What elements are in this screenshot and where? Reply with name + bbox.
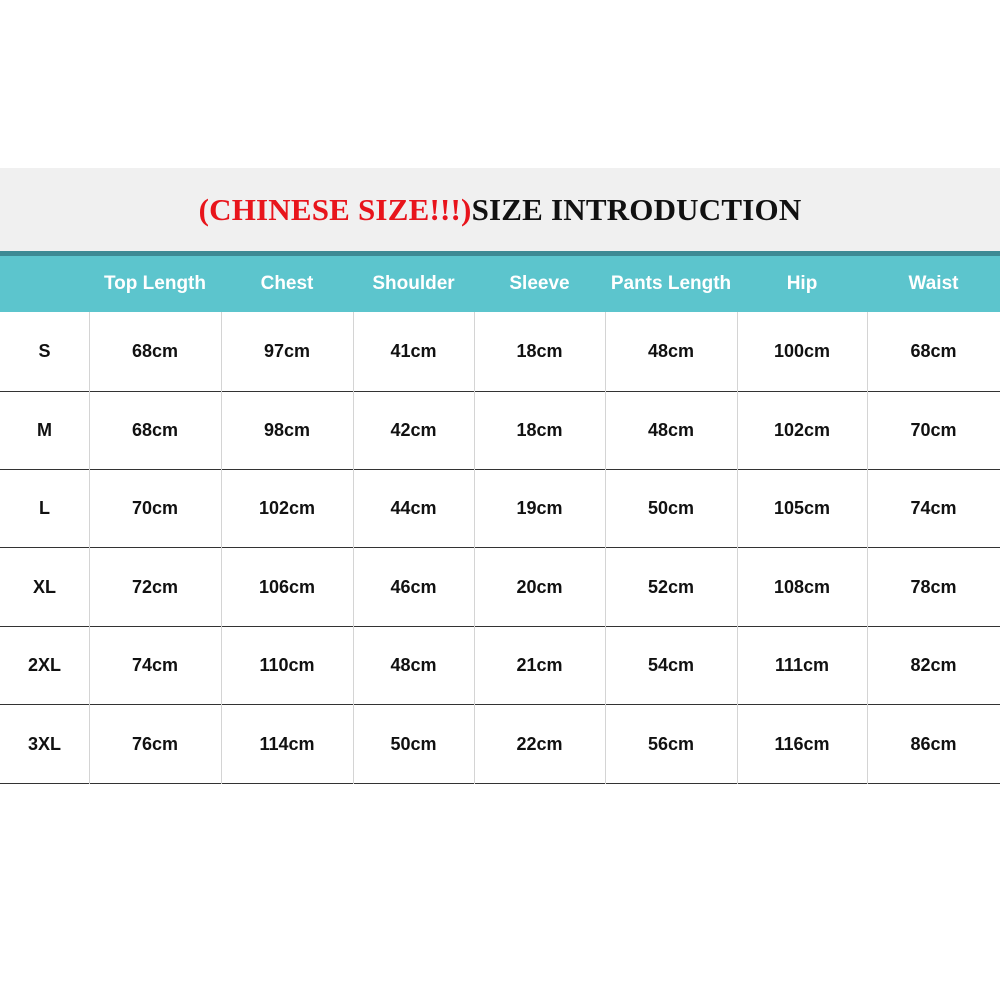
cell-chest: 98cm xyxy=(263,420,311,440)
column-divider xyxy=(605,312,606,784)
size-label-cell: L xyxy=(39,498,50,518)
cell-hip: 116cm xyxy=(774,733,830,754)
header-chest: Chest xyxy=(260,273,314,294)
size-label-cell: S xyxy=(38,341,51,361)
cell-hip: 100cm xyxy=(773,341,831,361)
cell-top-length: 68cm xyxy=(131,420,179,440)
cell-waist: 74cm xyxy=(910,498,957,518)
cell-shoulder: 41cm xyxy=(390,341,437,361)
table-row xyxy=(0,705,1000,784)
header-pants-length: Pants Length xyxy=(610,273,732,294)
cell-waist: 86cm xyxy=(910,733,957,754)
cell-waist: 78cm xyxy=(910,576,957,597)
cell-pants-length: 52cm xyxy=(647,576,695,597)
cell-chest: 102cm xyxy=(258,498,316,518)
cell-hip: 108cm xyxy=(773,576,831,597)
column-divider xyxy=(89,312,90,784)
cell-chest: 114cm xyxy=(259,733,315,754)
cell-top-length: 76cm xyxy=(131,733,179,754)
table-header-row xyxy=(0,256,1000,312)
column-divider xyxy=(221,312,222,784)
cell-chest: 97cm xyxy=(263,341,311,361)
size-label-cell: 2XL xyxy=(27,655,61,675)
cell-waist: 82cm xyxy=(910,655,957,675)
cell-top-length: 72cm xyxy=(131,576,179,597)
cell-hip: 102cm xyxy=(773,420,831,440)
table-row xyxy=(0,312,1000,392)
size-label-cell: M xyxy=(37,420,52,440)
header-hip: Hip xyxy=(786,273,818,294)
cell-hip: 111cm xyxy=(774,655,830,675)
cell-pants-length: 48cm xyxy=(647,420,695,440)
size-label-cell: XL xyxy=(32,576,56,597)
cell-pants-length: 48cm xyxy=(647,341,695,361)
cell-sleeve: 20cm xyxy=(516,576,563,597)
size-label-cell: 3XL xyxy=(27,733,61,754)
cell-waist: 70cm xyxy=(910,420,957,440)
cell-top-length: 70cm xyxy=(131,498,179,518)
title-chinese-size: (CHINESE SIZE!!!) xyxy=(198,191,472,227)
column-divider xyxy=(353,312,354,784)
cell-shoulder: 48cm xyxy=(390,655,437,675)
cell-sleeve: 22cm xyxy=(516,733,563,754)
header-shoulder: Shoulder xyxy=(372,273,455,294)
cell-hip: 105cm xyxy=(773,498,831,518)
table-row xyxy=(0,627,1000,705)
table-row xyxy=(0,548,1000,627)
cell-sleeve: 18cm xyxy=(516,341,563,361)
cell-chest: 110cm xyxy=(259,655,315,675)
column-divider xyxy=(474,312,475,784)
cell-shoulder: 46cm xyxy=(390,576,437,597)
cell-sleeve: 18cm xyxy=(516,420,563,440)
cell-shoulder: 42cm xyxy=(390,420,437,440)
size-table-body xyxy=(0,312,1000,784)
cell-top-length: 68cm xyxy=(131,341,179,361)
cell-chest: 106cm xyxy=(258,576,316,597)
cell-shoulder: 50cm xyxy=(390,733,437,754)
title-size-introduction: SIZE INTRODUCTION xyxy=(471,191,802,227)
header-waist: Waist xyxy=(908,273,959,294)
cell-sleeve: 19cm xyxy=(516,498,563,518)
table-row xyxy=(0,392,1000,470)
cell-pants-length: 50cm xyxy=(647,498,695,518)
column-divider xyxy=(867,312,868,784)
header-sleeve: Sleeve xyxy=(509,273,570,294)
cell-top-length: 74cm xyxy=(131,655,179,675)
table-row xyxy=(0,470,1000,548)
header-corner xyxy=(0,256,89,312)
cell-pants-length: 54cm xyxy=(647,655,695,675)
cell-waist: 68cm xyxy=(910,341,957,361)
cell-sleeve: 21cm xyxy=(516,655,563,675)
column-divider xyxy=(737,312,738,784)
header-top-length: Top Length xyxy=(103,273,206,294)
title-banner xyxy=(0,168,1000,251)
cell-shoulder: 44cm xyxy=(390,498,437,518)
cell-pants-length: 56cm xyxy=(647,733,695,754)
